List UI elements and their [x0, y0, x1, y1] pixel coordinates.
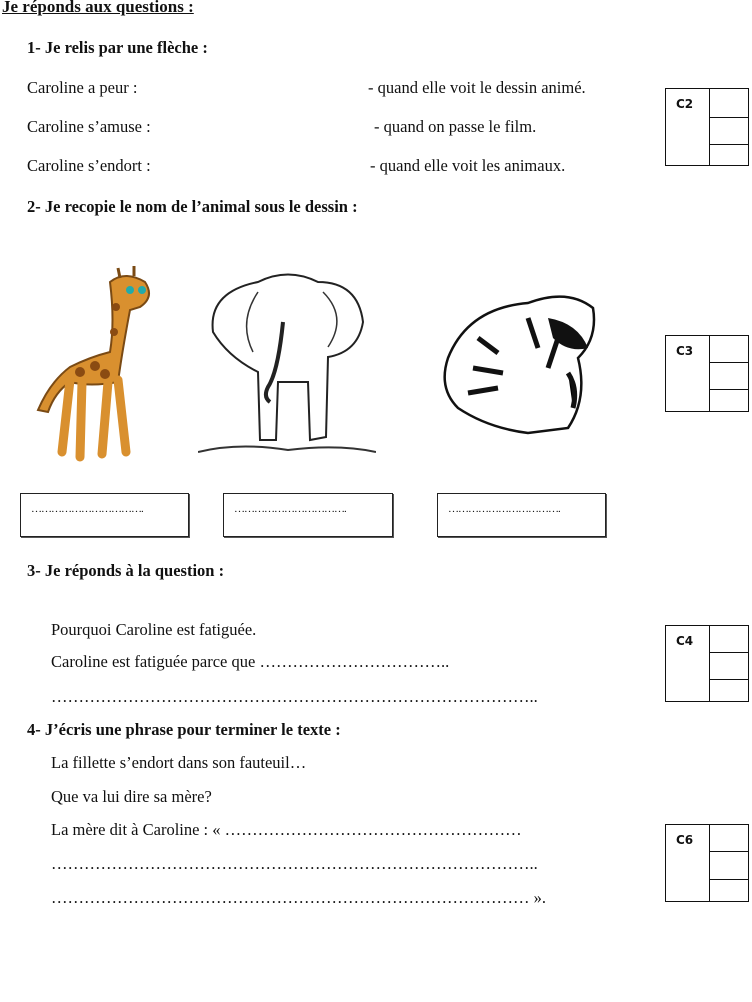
score-box-c6: [665, 824, 749, 902]
q2-heading: 2- Je recopie le nom de l’animal sous le dessin :: [27, 197, 358, 216]
q4-line-4[interactable]: ……………………………………………………………………………..: [51, 854, 538, 873]
answer-box-tiger[interactable]: …………………………….: [437, 493, 606, 537]
q3-question: Pourquoi Caroline est fatiguée.: [51, 620, 257, 639]
score-box-c2: [665, 88, 749, 166]
tiger-image: [428, 278, 603, 438]
answer-box-elephant[interactable]: …………………………….: [223, 493, 393, 537]
score-box-c4: [665, 625, 749, 702]
q4-line-3[interactable]: La mère dit à Caroline : « ………………………………………………: [51, 820, 522, 839]
q1-right-1: - quand elle voit le dessin animé.: [368, 78, 586, 97]
q1-right-3: - quand elle voit les animaux.: [370, 156, 566, 175]
q3-heading: 3- Je réponds à la question :: [27, 561, 225, 580]
q1-left-1: Caroline a peur :: [27, 78, 138, 97]
q1-heading: 1- Je relis par une flèche :: [27, 38, 208, 57]
score-label: C6: [676, 833, 694, 847]
score-label: C2: [676, 97, 694, 111]
score-label: C4: [676, 634, 694, 648]
q3-answer-line[interactable]: ……………………………………………………………………………..: [51, 687, 538, 706]
q4-line-1: La fillette s’endort dans son fauteuil…: [51, 753, 307, 772]
q4-heading: 4- J’écris une phrase pour terminer le texte :: [27, 720, 341, 739]
page-title: Je réponds aux questions :: [2, 0, 194, 16]
giraffe-image: [30, 262, 170, 462]
q4-line-5[interactable]: …………………………………………………………………………… ».: [51, 888, 546, 907]
score-label: C3: [676, 344, 694, 358]
q1-left-2: Caroline s’amuse :: [27, 117, 151, 136]
elephant-image: [198, 262, 376, 458]
q3-answer-start[interactable]: Caroline est fatiguée parce que ……………………………..: [51, 652, 450, 671]
answer-box-giraffe[interactable]: …………………………….: [20, 493, 189, 537]
q1-left-3: Caroline s’endort :: [27, 156, 151, 175]
score-box-c3: [665, 335, 749, 412]
q4-line-2: Que va lui dire sa mère?: [51, 787, 212, 806]
q1-right-2: - quand on passe le film.: [374, 117, 537, 136]
